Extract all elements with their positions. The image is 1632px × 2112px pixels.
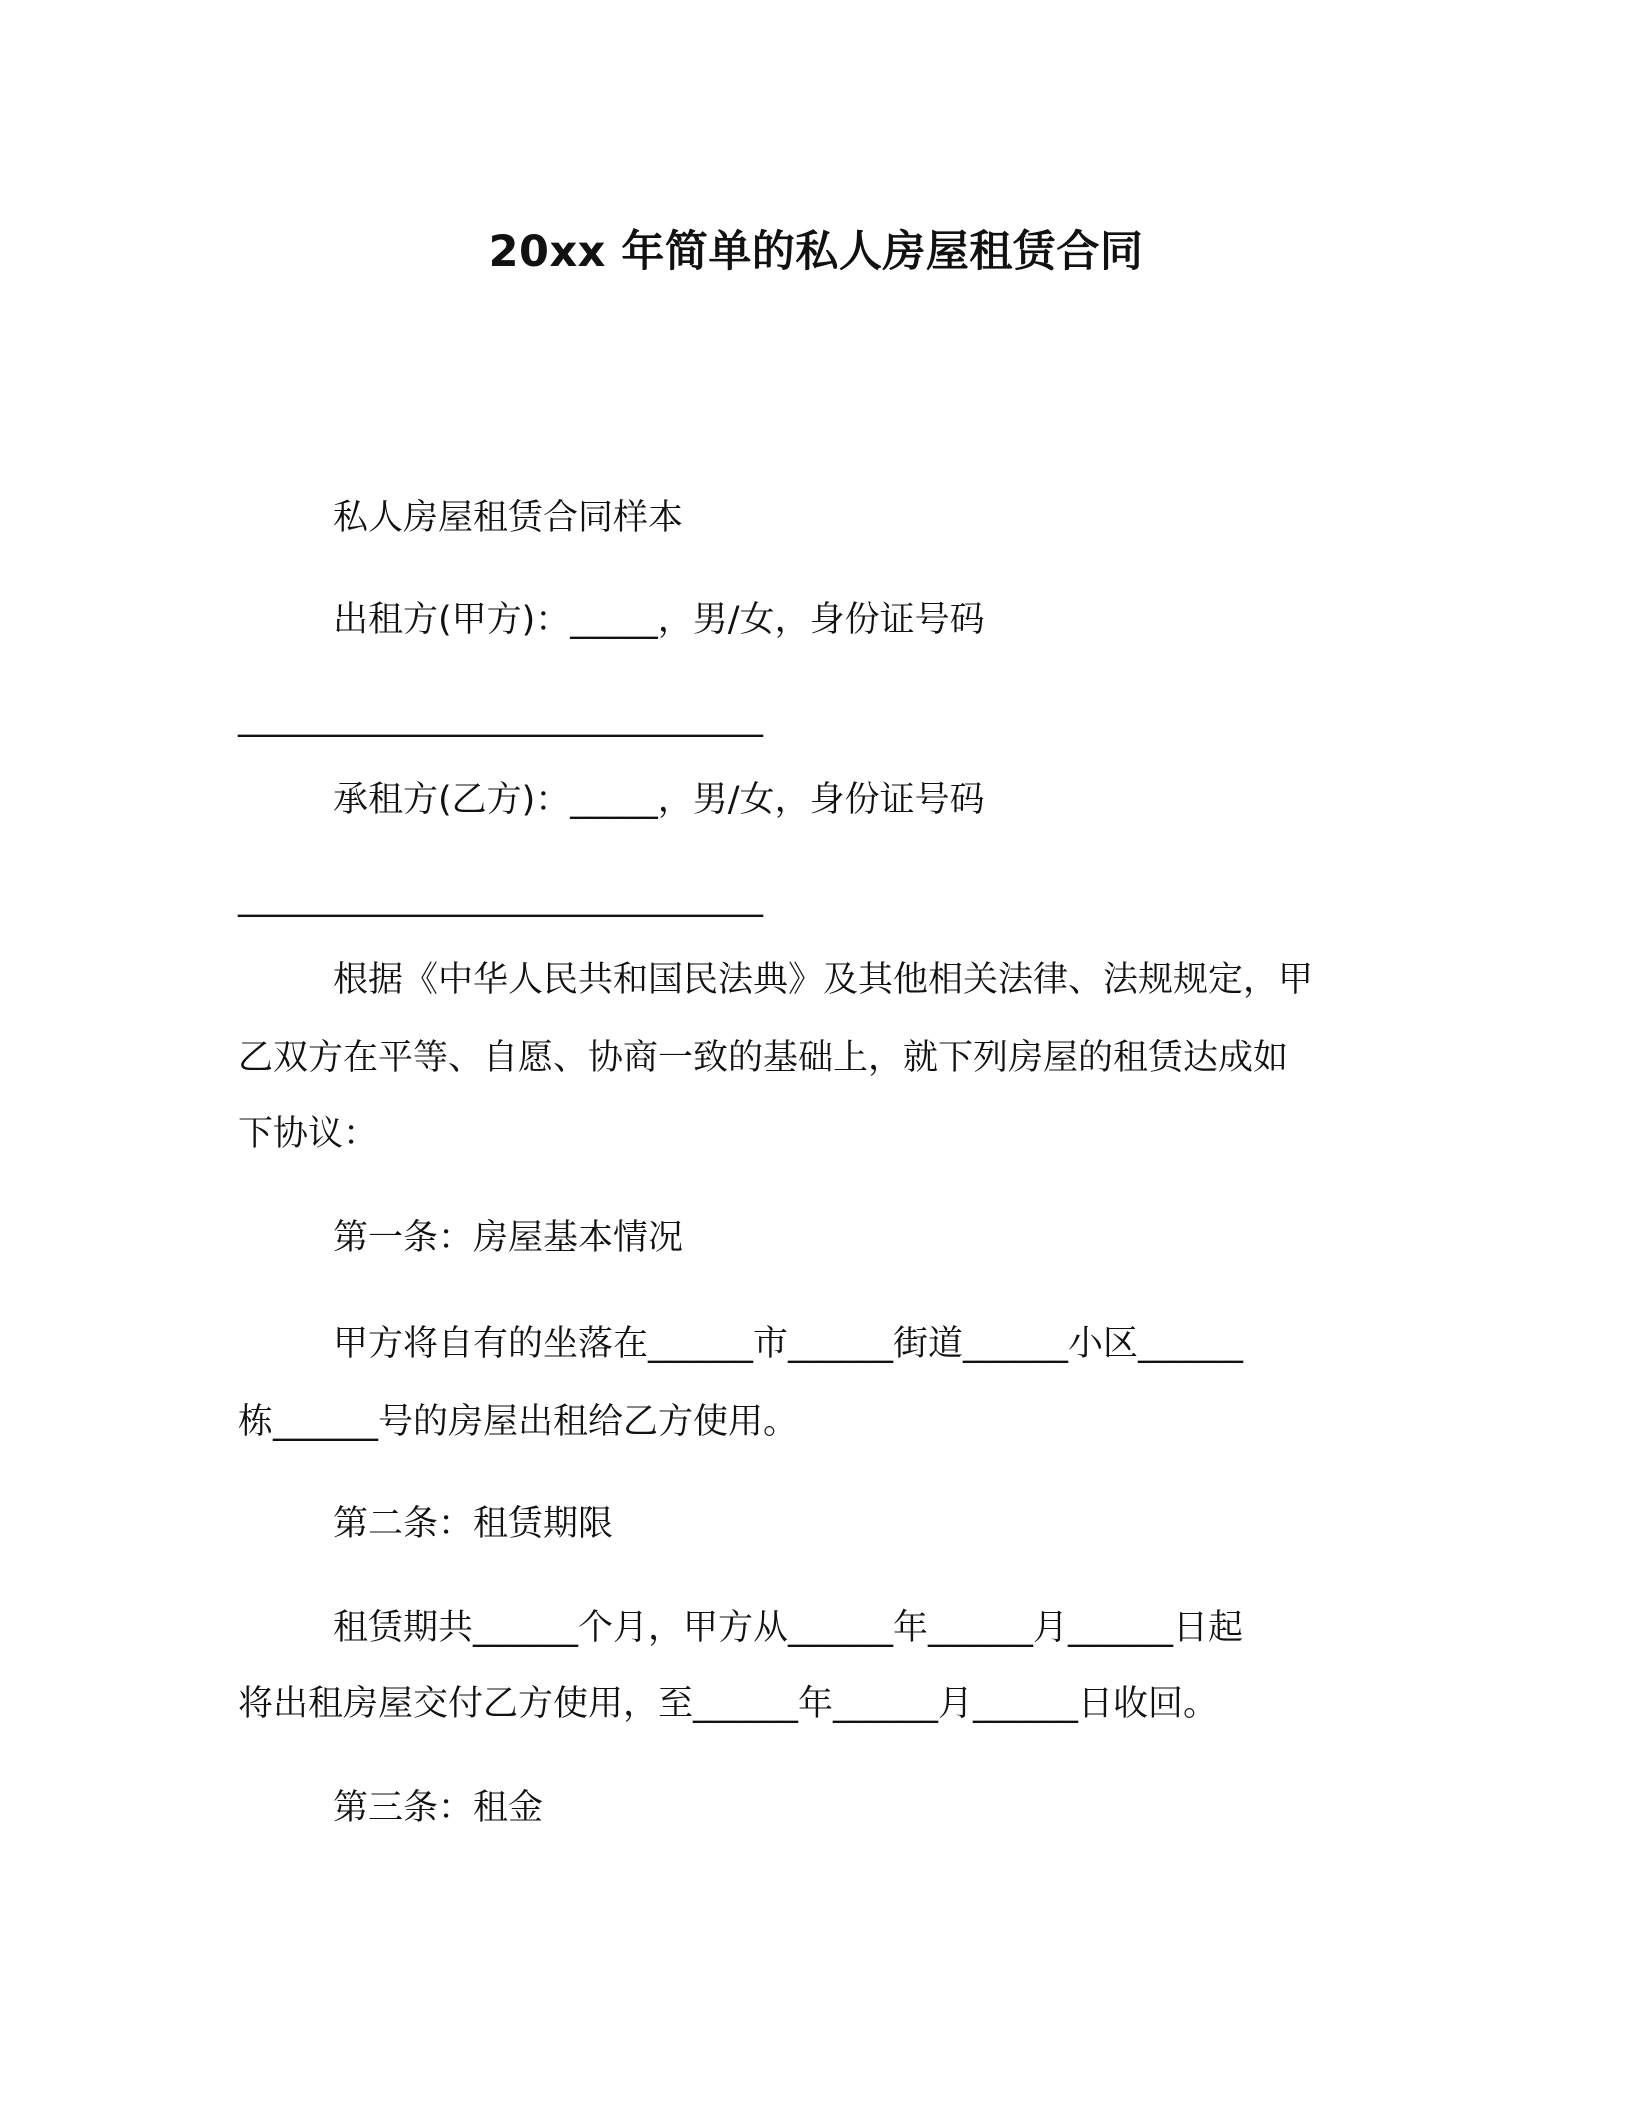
subtitle-sample: 私人房屋租赁合同样本	[333, 498, 684, 538]
lessee-line: 承租方(乙方)：_____，男/女，身份证号码	[333, 780, 985, 820]
article-3-heading: 第三条：租金	[333, 1788, 544, 1828]
document-title: 20xx 年简单的私人房屋租赁合同	[488, 227, 1144, 277]
preamble-line-1: 根据《中华人民共和国民法典》及其他相关法律、法规规定，甲	[333, 960, 1314, 1000]
preamble-line-2: 乙双方在平等、自愿、协商一致的基础上，就下列房屋的租赁达成如	[238, 1038, 1289, 1078]
article-1-line-2: 栋______号的房屋出租给乙方使用。	[238, 1402, 799, 1442]
lessor-line: 出租方(甲方)：_____，男/女，身份证号码	[333, 600, 985, 640]
article-1-line-1: 甲方将自有的坐落在______市______街道______小区______	[333, 1324, 1244, 1364]
preamble-line-3: 下协议：	[238, 1114, 379, 1154]
article-2-line-1: 租赁期共______个月，甲方从______年______月______日起	[333, 1608, 1244, 1648]
article-2-heading: 第二条：租赁期限	[333, 1504, 614, 1544]
lessee-id-blank: ______________________________	[238, 878, 763, 918]
article-1-heading: 第一条：房屋基本情况	[333, 1218, 684, 1258]
lessor-id-blank: ______________________________	[238, 698, 763, 738]
article-2-line-2: 将出租房屋交付乙方使用，至______年______月______日收回。	[238, 1684, 1219, 1724]
